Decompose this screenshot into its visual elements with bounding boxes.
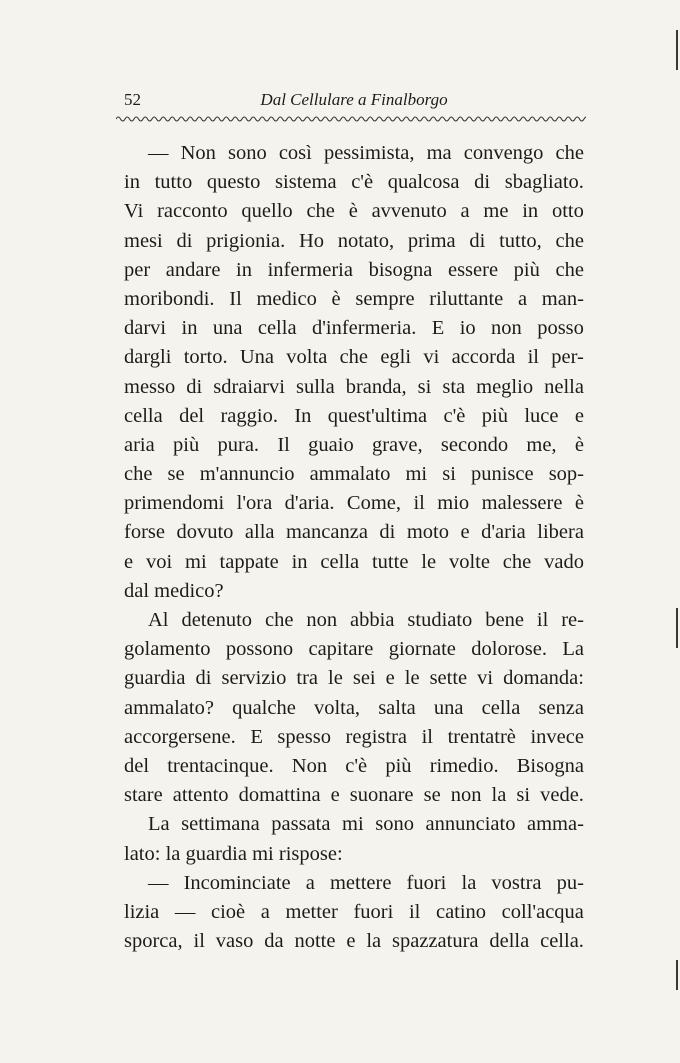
scan-edge-mark [676,960,678,990]
text-line: Vi racconto quello che è avvenuto a me in otto [124,200,584,223]
text-line: — Non sono così pessimista, ma convengo che [148,142,584,164]
text-line: lizia — cioè a metter fuori il catino coll'acqua [124,900,584,923]
text-line: lato: la guardia mi rispose: [124,842,343,865]
text-line: forse dovuto alla mancanza di moto e d'aria libera [124,521,584,544]
text-line: mesi di prigionia. Ho notato, prima di tutto, che [124,229,584,252]
text-line: accorgersene. E spesso registra il trentatrè invece [124,725,584,748]
wavy-rule-ornament [116,114,586,124]
page-number: 52 [124,90,141,109]
text-line: — Incominciate a mettere fuori la vostra pu- [148,871,584,894]
text-line: darvi in una cella d'infermeria. E io non posso [124,317,584,340]
text-line: Al detenuto che non abbia studiato bene il re- [148,609,584,631]
text-line: e voi mi tappate in cella tutte le volte che vado [124,550,584,573]
body-text [124,139,584,956]
scan-edge-mark [676,30,678,70]
text-line: in tutto questo sistema c'è qualcosa di sbagliato. [124,171,584,194]
text-line: primendomi l'ora d'aria. Come, il mio malessere è [124,492,584,515]
text-line: messo di sdraiarvi sulla branda, si sta meglio nella [124,375,584,398]
text-line: cella del raggio. In quest'ultima c'è più luce e [124,404,584,427]
text-line: del trentacinque. Non c'è più rimedio. Bisogna [124,754,584,777]
page-header [124,90,584,114]
text-line: aria più pura. Il guaio grave, secondo me, è [124,433,584,456]
text-line: golamento possono capitare giornate dolorose. La [124,638,584,661]
text-line: stare attento domattina e suonare se non la si vede. [124,784,584,807]
text-line: dal medico? [124,579,224,602]
scan-edge-mark [676,608,678,648]
text-line: moribondi. Il medico è sempre riluttante a man- [124,287,584,310]
text-line: sporca, il vaso da notte e la spazzatura della cella. [124,930,584,953]
running-title: Dal Cellulare a Finalborgo [260,90,448,109]
text-line: ammalato? qualche volta, salta una cella senza [124,696,584,719]
text-line: per andare in infermeria bisogna essere più che [124,258,584,281]
text-line: che se m'annuncio ammalato mi si punisce sop- [124,463,584,486]
text-line: dargli torto. Una volta che egli vi accorda il per- [124,346,584,369]
text-line: guardia di servizio tra le sei e le sette vi domanda: [124,667,584,690]
text-line: La settimana passata mi sono annunciato amma- [148,813,584,836]
